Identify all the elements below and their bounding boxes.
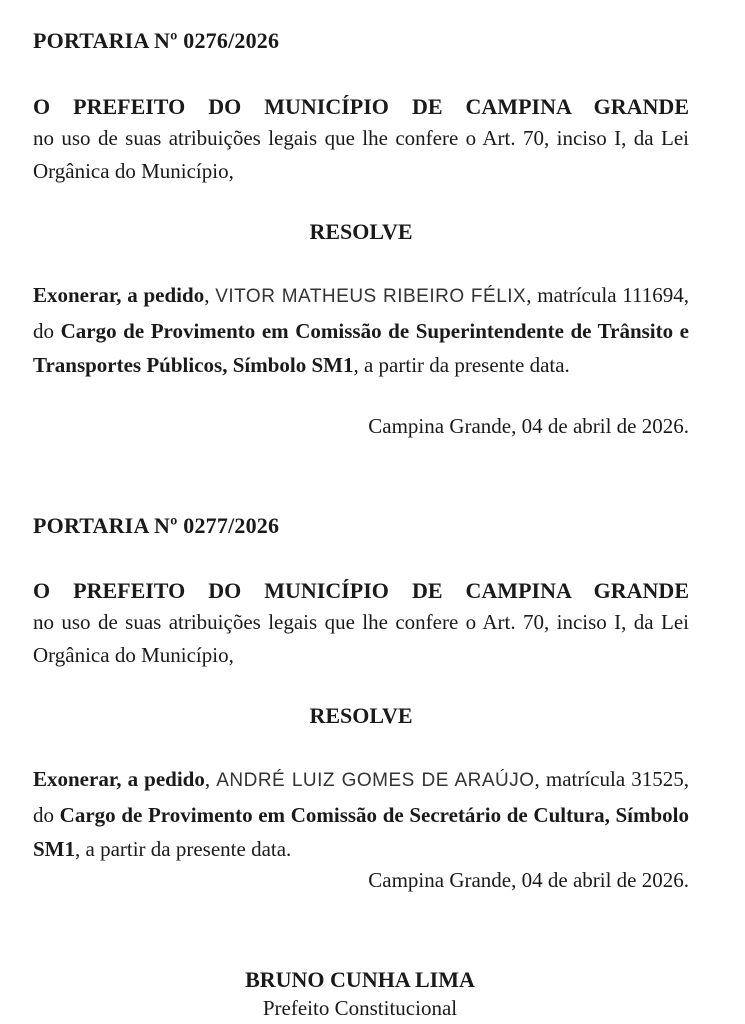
ending-text: , a partir da presente data. [75, 837, 292, 861]
preamble-text: no uso de suas atribuições legais que lhe confere o Art. 70, inciso I, da Lei Orgânica do Município, [33, 126, 689, 183]
position-text: Cargo de Provimento em Comissão de Secretário de Cultura, Símbolo SM1 [33, 803, 690, 861]
date-line: Campina Grande, 04 de abril de 2026. [368, 868, 689, 892]
portaria-title: PORTARIA Nº 0276/2026 [33, 28, 280, 53]
person-name: VITOR MATHEUS RIBEIRO FÉLIX [215, 286, 527, 307]
portaria-0276 [33, 28, 689, 440]
resolve-heading: RESOLVE [309, 219, 413, 244]
registration-text: matrícula 111694, do [33, 283, 689, 343]
resolution-body: Exonerar, a pedido, VITOR MATHEUS RIBEIRO FÉLIX, matrícula 111694, do Cargo de Provimento em Comissão de Superintendente de Trânsito e Transportes Públicos, Símbolo SM1, a partir da presente data. [33, 283, 690, 377]
portaria-0277 [33, 513, 689, 894]
ending-text: , a partir da presente data. [353, 353, 570, 377]
mayor-heading: O PREFEITO DO MUNICÍPIO DE CAMPINA GRANDE [33, 578, 689, 603]
position-text: Cargo de Provimento em Comissão de Superintendente de Trânsito e Transportes Públicos, Símbolo SM1 [33, 319, 690, 377]
action-text: Exonerar, a pedido [33, 767, 205, 791]
signatory-name: BRUNO CUNHA LIMA [245, 967, 475, 992]
preamble-text: no uso de suas atribuições legais que lhe confere o Art. 70, inciso I, da Lei Orgânica do Município, [33, 610, 689, 667]
resolution-body: Exonerar, a pedido, ANDRÉ LUIZ GOMES DE ARAÚJO, matrícula 31525, do Cargo de Provimento em Comissão de Secretário de Cultura, Símbolo SM1, a partir da presente data. [33, 767, 690, 861]
signatory-role: Prefeito Constitucional [262, 996, 458, 1020]
registration-text: matrícula 31525, do [33, 767, 689, 827]
action-text: Exonerar, a pedido [33, 283, 205, 307]
person-name: ANDRÉ LUIZ GOMES DE ARAÚJO [216, 770, 535, 791]
resolve-heading: RESOLVE [309, 703, 413, 728]
mayor-heading: O PREFEITO DO MUNICÍPIO DE CAMPINA GRANDE [33, 94, 689, 119]
portaria-title: PORTARIA Nº 0277/2026 [33, 513, 280, 538]
date-line: Campina Grande, 04 de abril de 2026. [368, 414, 689, 438]
signature-block [0, 966, 720, 1022]
